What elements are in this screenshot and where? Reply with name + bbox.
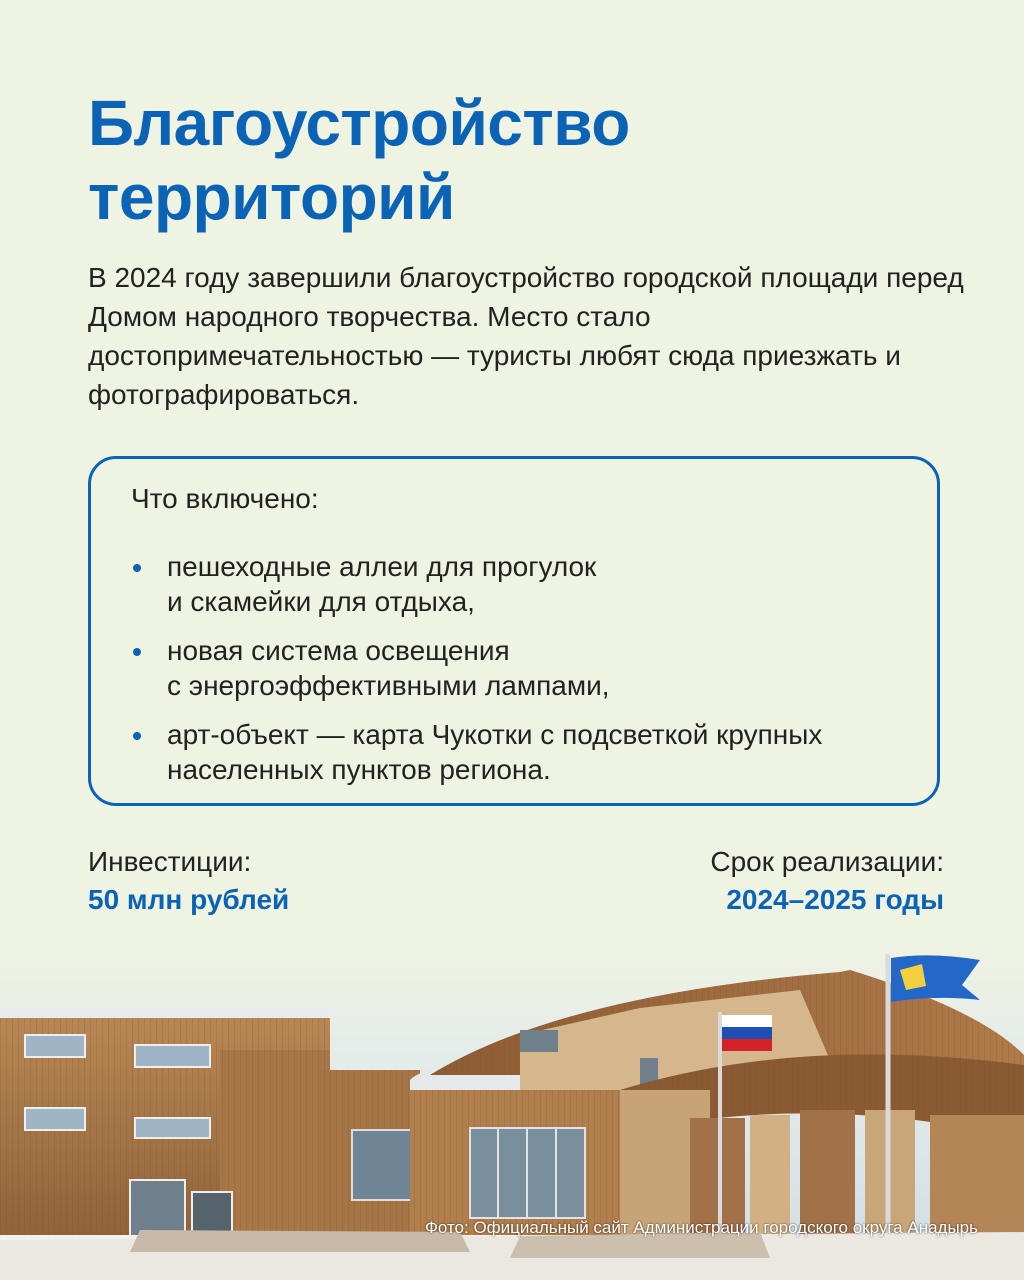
investments-value: 50 млн рублей <box>88 884 290 915</box>
investments-label: Инвестиции: <box>88 846 252 877</box>
included-box <box>88 456 940 806</box>
list-item <box>131 717 921 787</box>
bullet-icon <box>133 564 141 572</box>
list-item-text: новая система освещения с энергоэффективными лампами, <box>167 635 610 701</box>
list-item <box>131 549 921 619</box>
page-title-line-2: территорий <box>88 161 455 233</box>
list-item-text: арт-объект — карта Чукотки с подсветкой крупных населенных пунктов региона. <box>167 719 823 785</box>
page-title <box>88 86 968 234</box>
bullet-icon <box>133 648 141 656</box>
included-list <box>131 549 921 801</box>
list-item <box>131 633 921 703</box>
intro-paragraph: В 2024 году завершили благоустройство городской площади перед Домом народного творчества. Место стало достопримечательностью — туристы любят сюда приезжать и фотографироваться. <box>88 262 964 410</box>
photo-credit: Фото: Официальный сайт Администрации городского округа Анадырь <box>424 1218 978 1237</box>
bullet-icon <box>133 732 141 740</box>
included-title: Что включено: <box>131 483 319 514</box>
term-block <box>710 844 944 918</box>
term-value: 2024–2025 годы <box>726 884 944 915</box>
page-title-line-1: Благоустройство <box>88 87 630 159</box>
list-item-text: пешеходные аллеи для прогулок и скамейки для отдыха, <box>167 551 597 617</box>
term-label: Срок реализации: <box>710 846 944 877</box>
investments-block <box>88 844 289 918</box>
